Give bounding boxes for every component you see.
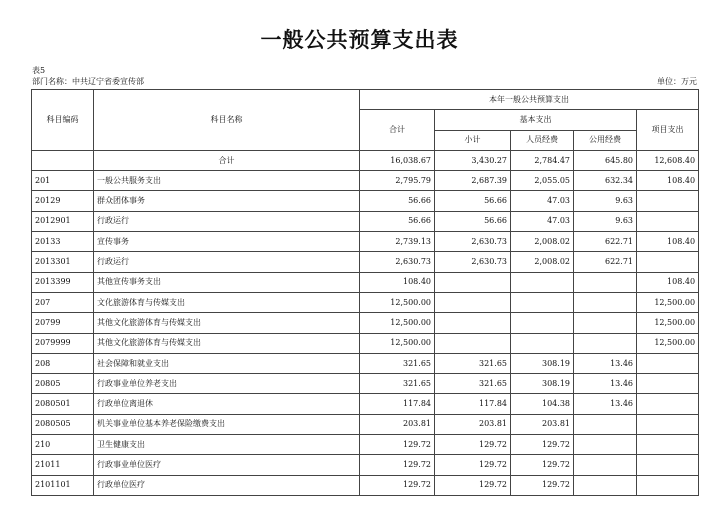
subtotal-cell [435, 333, 511, 353]
table-row [32, 414, 699, 434]
personnel-cell: 2,055.05 [511, 171, 574, 191]
personnel-cell: 2,008.02 [511, 252, 574, 272]
personnel-cell: 104.38 [511, 394, 574, 414]
personnel-cell [511, 333, 574, 353]
name-cell: 其他文化旅游体育与传媒支出 [94, 333, 360, 353]
personnel-cell: 129.72 [511, 435, 574, 455]
total-cell: 108.40 [360, 272, 435, 292]
total-cell: 203.81 [360, 414, 435, 434]
department-name: 部门名称：中共辽宁省委宣传部 [32, 77, 144, 86]
name-cell: 社会保障和就业支出 [94, 353, 360, 373]
header-year-budget: 本年一般公共预算支出 [360, 90, 699, 110]
project-cell [637, 455, 699, 475]
name-cell: 宣传事务 [94, 232, 360, 252]
table-row [32, 252, 699, 272]
code-cell: 2101101 [32, 475, 94, 495]
table-code: 表5 [32, 66, 46, 75]
public-cell: 9.63 [574, 211, 637, 231]
public-cell [574, 455, 637, 475]
code-cell: 20133 [32, 232, 94, 252]
name-cell: 其他文化旅游体育与传媒支出 [94, 313, 360, 333]
public-cell [574, 414, 637, 434]
public-cell [574, 313, 637, 333]
personnel-cell: 308.19 [511, 353, 574, 373]
code-cell: 20799 [32, 313, 94, 333]
name-cell: 卫生健康支出 [94, 435, 360, 455]
subtotal-cell: 203.81 [435, 414, 511, 434]
code-cell: 201 [32, 171, 94, 191]
table-row [32, 232, 699, 252]
public-cell: 13.46 [574, 353, 637, 373]
project-cell [637, 394, 699, 414]
budget-table [31, 89, 699, 496]
header-subject-name: 科目名称 [94, 90, 360, 151]
project-cell [637, 191, 699, 211]
project-cell [637, 374, 699, 394]
table-row [32, 272, 699, 292]
total-label: 合计 [94, 150, 360, 170]
code-cell: 20805 [32, 374, 94, 394]
personnel-cell: 2,008.02 [511, 232, 574, 252]
table-row [32, 394, 699, 414]
personnel-cell: 129.72 [511, 475, 574, 495]
subtotal-cell [435, 313, 511, 333]
personnel-cell: 308.19 [511, 374, 574, 394]
public-cell: 622.71 [574, 252, 637, 272]
total-cell: 2,795.79 [360, 171, 435, 191]
name-cell: 群众团体事务 [94, 191, 360, 211]
subtotal-cell: 321.65 [435, 353, 511, 373]
subtotal-cell: 321.65 [435, 374, 511, 394]
subtotal-cell [435, 292, 511, 312]
table-row [32, 353, 699, 373]
unit-label: 单位：万元 [657, 77, 697, 86]
project-cell: 12,500.00 [637, 292, 699, 312]
public-cell: 13.46 [574, 394, 637, 414]
total-cell: 129.72 [360, 475, 435, 495]
subtotal-cell: 2,630.73 [435, 232, 511, 252]
name-cell: 行政事业单位养老支出 [94, 374, 360, 394]
subtotal-cell: 129.72 [435, 455, 511, 475]
header-public: 公用经费 [574, 130, 637, 150]
total-cell: 321.65 [360, 353, 435, 373]
subtotal-cell: 2,630.73 [435, 252, 511, 272]
total-subtotal: 3,430.27 [435, 150, 511, 170]
public-cell: 622.71 [574, 232, 637, 252]
project-cell [637, 252, 699, 272]
page-title: 一般公共预算支出表 [260, 28, 459, 52]
total-cell: 56.66 [360, 191, 435, 211]
code-cell: 2080505 [32, 414, 94, 434]
total-row [32, 150, 699, 170]
table-row [32, 455, 699, 475]
code-cell: 2012901 [32, 211, 94, 231]
total-cell: 12,500.00 [360, 333, 435, 353]
table-header [32, 90, 699, 151]
header-total: 合计 [360, 110, 435, 151]
name-cell: 文化旅游体育与传媒支出 [94, 292, 360, 312]
name-cell: 行政运行 [94, 252, 360, 272]
public-cell: 9.63 [574, 191, 637, 211]
total-code-cell [32, 150, 94, 170]
total-cell: 12,500.00 [360, 313, 435, 333]
name-cell: 行政运行 [94, 211, 360, 231]
project-cell [637, 435, 699, 455]
table-row [32, 475, 699, 495]
code-cell: 21011 [32, 455, 94, 475]
name-cell: 行政事业单位医疗 [94, 455, 360, 475]
code-cell: 2079999 [32, 333, 94, 353]
project-cell [637, 414, 699, 434]
project-cell: 12,500.00 [637, 333, 699, 353]
table-row [32, 374, 699, 394]
subtotal-cell: 129.72 [435, 435, 511, 455]
personnel-cell [511, 292, 574, 312]
project-cell [637, 211, 699, 231]
public-cell: 13.46 [574, 374, 637, 394]
personnel-cell [511, 272, 574, 292]
code-cell: 207 [32, 292, 94, 312]
project-cell [637, 353, 699, 373]
subtotal-cell: 117.84 [435, 394, 511, 414]
public-cell [574, 435, 637, 455]
total-project: 12,608.40 [637, 150, 699, 170]
project-cell [637, 475, 699, 495]
public-cell: 632.34 [574, 171, 637, 191]
total-public: 645.80 [574, 150, 637, 170]
code-cell: 210 [32, 435, 94, 455]
project-cell: 108.40 [637, 272, 699, 292]
table-row [32, 211, 699, 231]
code-cell: 20129 [32, 191, 94, 211]
total-cell: 117.84 [360, 394, 435, 414]
total-cell: 2,630.73 [360, 252, 435, 272]
header-personnel: 人员经费 [511, 130, 574, 150]
table-row [32, 171, 699, 191]
table-row [32, 191, 699, 211]
personnel-cell: 129.72 [511, 455, 574, 475]
name-cell: 一般公共服务支出 [94, 171, 360, 191]
subtotal-cell: 56.66 [435, 211, 511, 231]
total-cell: 129.72 [360, 435, 435, 455]
personnel-cell: 47.03 [511, 191, 574, 211]
name-cell: 行政单位离退休 [94, 394, 360, 414]
table-row [32, 313, 699, 333]
total-cell: 2,739.13 [360, 232, 435, 252]
public-cell [574, 292, 637, 312]
table-row [32, 435, 699, 455]
total-personnel: 2,784.47 [511, 150, 574, 170]
code-cell: 208 [32, 353, 94, 373]
table-row [32, 333, 699, 353]
code-cell: 2080501 [32, 394, 94, 414]
public-cell [574, 272, 637, 292]
code-cell: 2013399 [32, 272, 94, 292]
total-cell: 321.65 [360, 374, 435, 394]
header-subject-code: 科目编码 [32, 90, 94, 151]
total-cell: 56.66 [360, 211, 435, 231]
project-cell: 108.40 [637, 232, 699, 252]
total-cell: 12,500.00 [360, 292, 435, 312]
subtotal-cell: 56.66 [435, 191, 511, 211]
project-cell: 108.40 [637, 171, 699, 191]
header-subtotal: 小计 [435, 130, 511, 150]
header-project: 项目支出 [637, 110, 699, 151]
code-cell: 2013301 [32, 252, 94, 272]
subtotal-cell: 2,687.39 [435, 171, 511, 191]
name-cell: 其他宣传事务支出 [94, 272, 360, 292]
table-row [32, 292, 699, 312]
subtotal-cell [435, 272, 511, 292]
personnel-cell: 203.81 [511, 414, 574, 434]
public-cell [574, 475, 637, 495]
personnel-cell: 47.03 [511, 211, 574, 231]
name-cell: 行政单位医疗 [94, 475, 360, 495]
project-cell: 12,500.00 [637, 313, 699, 333]
total-cell: 129.72 [360, 455, 435, 475]
name-cell: 机关事业单位基本养老保险缴费支出 [94, 414, 360, 434]
public-cell [574, 333, 637, 353]
personnel-cell [511, 313, 574, 333]
subtotal-cell: 129.72 [435, 475, 511, 495]
header-basic: 基本支出 [435, 110, 637, 130]
table-body [32, 150, 699, 495]
total-total: 16,038.67 [360, 150, 435, 170]
